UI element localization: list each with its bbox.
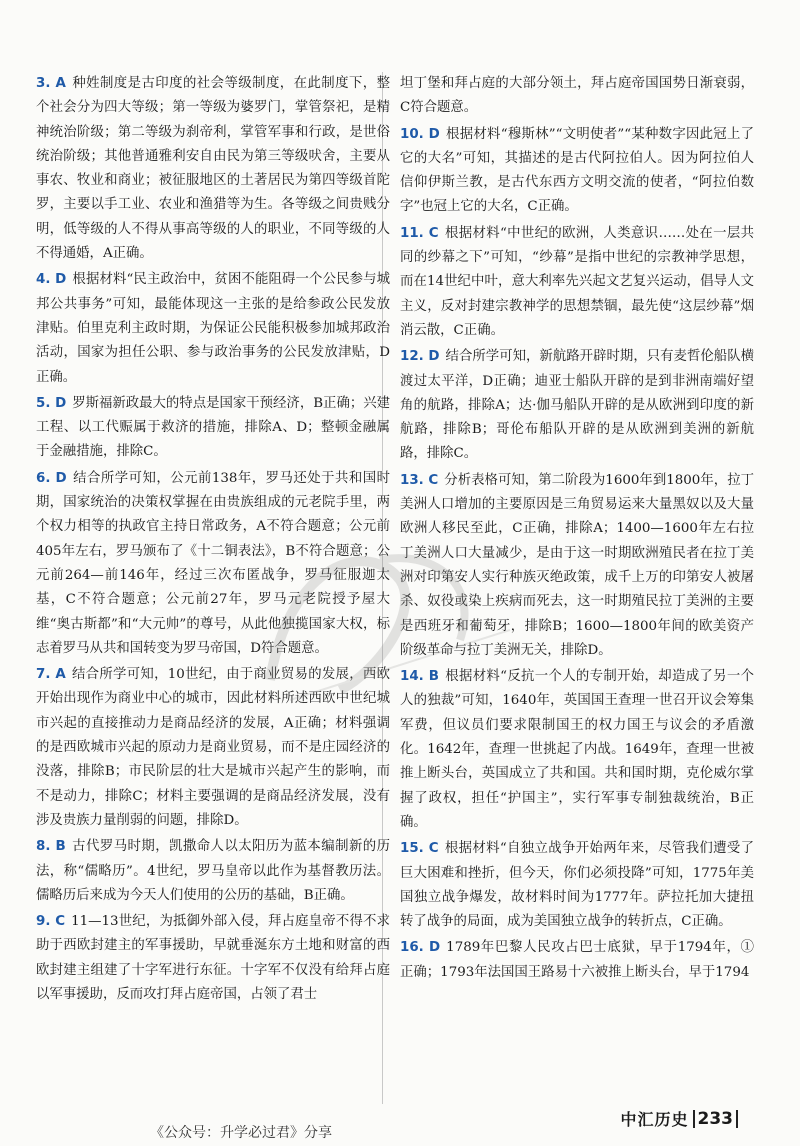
answer-number: 3. A <box>36 76 66 91</box>
answer-entry <box>36 268 390 389</box>
answer-number: 10. D <box>400 126 440 142</box>
continuation-text: 坦丁堡和拜占庭的大部分领土，拜占庭帝国国势日渐衰弱，C符合题意。 <box>400 76 754 116</box>
answer-text: 11—13世纪，为抵御外部入侵，拜占庭皇帝不得不求助于西欧封建主的军事援助，早就垂涎东方土地和财富的西欧封建主组建了十字军进行东征。十字军不仅没有给拜占庭以军事援助，反而攻打拜占庭帝国，占领了君士 <box>36 914 390 1002</box>
page-number: 233 <box>693 1110 739 1128</box>
answer-text: 根据材料“反抗一个人的专制开始，却造成了另一个人的独裁”可知，1640年，英国国王查理一世召开议会筹集军费，但议员们要求限制国王的权力国王与议会的矛盾激化。1642年，查理一世挑起了内战。1649年，查理一世被推上断头台，英国成立了共和国。共和国时期，克伦威尔掌握了政权，担任“护国主”，实行军事专制独裁统治，B正确。 <box>400 669 754 830</box>
answer-number: 13. C <box>400 472 439 488</box>
answer-entry <box>36 663 390 833</box>
answer-entry <box>400 936 754 985</box>
page-footer <box>620 1107 738 1130</box>
answer-number: 7. A <box>36 667 66 683</box>
answer-text: 种姓制度是古印度的社会等级制度，在此制度下，整个社会分为四大等级；第一等级为婆罗门，掌管祭祀，是精神统治阶级；第二等级为刹帝利，掌管军事和行政，是世俗统治阶级；其他普通雅利安自由民为第三等级吠舍，主要从事农、牧业和商业；被征服地区的土著居民为第四等级首陀罗，主要以手工业、农业和渔猎等为生。各等级之间贵贱分明，低等级的人不得从事高等级的人的职业，不同等级的人不得通婚，A正确。 <box>36 76 390 262</box>
answer-entry <box>36 835 390 908</box>
answer-number: 12. D <box>400 349 440 365</box>
answer-entry <box>36 72 390 266</box>
share-note: 《公众号：升学必过君》分享 <box>150 1125 332 1141</box>
answer-number: 16. D <box>400 940 441 956</box>
answer-entry <box>400 345 754 466</box>
answer-text: 古代罗马时期，凯撒命人以太阳历为蓝本编制新的历法，称“儒略历”。4世纪，罗马皇帝以此作为基督教历法。儒略历后来成为今天人们使用的公历的基础，B正确。 <box>36 839 391 903</box>
left-column <box>36 72 390 1009</box>
answer-entry <box>400 469 754 663</box>
answer-text: 根据材料“民主政治中，贫困不能阻碍一个公民参与城邦公共事务”可知，最能体现这一主张的是给参政公民发放津贴。伯里克利主政时期，为保证公民能积极参加城邦政治活动，国家为担任公职、参与政治事务的公民发放津贴，D正确。 <box>36 272 390 385</box>
answer-entry <box>36 467 390 661</box>
answer-number: 8. B <box>36 839 66 855</box>
subject-label: 中汇历史 <box>620 1110 689 1129</box>
answer-text: 分析表格可知，第二阶段为1600年到1800年，拉丁美洲人口增加的主要原因是三角贸易运来大量黑奴以及大量欧洲人移民至此，C正确，排除A；1400—1600年左右拉丁美洲人口大量减少，是由于这一时期欧洲殖民者在拉丁美洲对印第安人实行种族灭绝政策，成千上万的印第安人被屠杀、奴役或染上疾病而死去，这一时期殖民拉丁美洲的主要是西班牙和葡萄牙，排除B；1600—1800年间的欧美资产阶级革命与拉丁美洲无关，排除D。 <box>400 472 755 658</box>
answer-entry <box>400 837 754 934</box>
right-column <box>400 72 754 987</box>
answer-number: 4. D <box>36 272 67 288</box>
answer-text: 根据材料“自独立战争开始两年来，尽管我们遭受了巨大困难和挫折，但今天，你们必须投降”可知，1775年美国独立战争爆发，故材料时间为1777年。萨拉托加大捷扭转了战争的局面，成为美国独立战争的转折点，C正确。 <box>400 841 754 930</box>
answer-text: 1789年巴黎人民攻占巴士底狱，早于1794年，①正确；1793年法国国王路易十六被推上断头台，早于1794 <box>400 940 755 980</box>
answer-text: 结合所学可知，公元前138年，罗马还处于共和国时期，国家统治的决策权掌握在由贵族组成的元老院手里，两个权力相等的执政官主持日常政务，A不符合题意；公元前405年左右，罗马颁布了《十二铜表法》，B不符合题意；公元前264—前146年，经过三次布匿战争，罗马征服迦太基，C不符合题意；公元前27年，罗马元老院授予屋大维“奥古斯都”和“大元帅”的尊号，从此他独揽国家大权，标志着罗马从共和国转变为罗马帝国，D符合题意。 <box>36 470 390 656</box>
answer-text: 结合所学可知，新航路开辟时期，只有麦哲伦船队横渡过太平洋，D正确；迪亚士船队开辟的是到非洲南端好望角的航路，排除A；达·伽马船队开辟的是从欧洲到印度的新航路，排除B；哥伦布船队开辟的是从欧洲到美洲的新航路，排除C。 <box>400 349 755 462</box>
answer-entry <box>36 910 390 1007</box>
answer-entry <box>400 123 754 220</box>
answer-number: 6. D <box>36 470 67 486</box>
answer-number: 14. B <box>400 669 439 685</box>
answer-number: 9. C <box>36 914 66 930</box>
answer-entry <box>400 665 754 835</box>
answer-entry <box>36 392 390 465</box>
answer-text: 根据材料“中世纪的欧洲，人类意识……处在一层共同的纱幕之下”可知，“纱幕”是指中世纪的宗教神学思想，而在14世纪中叶，意大利率先兴起文艺复兴运动，倡导人文主义，反对封建宗教神学的思想禁锢，最先使“这层纱幕”烟消云散，C正确。 <box>400 225 754 338</box>
answer-number: 5. D <box>36 395 67 411</box>
answer-number: 11. C <box>400 225 439 241</box>
answer-text: 罗斯福新政最大的特点是国家干预经济，B正确；兴建工程、以工代赈属于救济的措施，排除A、D；整顿金融属于金融措施，排除C。 <box>36 395 391 460</box>
answer-text: 根据材料“穆斯林”“文明使者”“某种数字因此冠上了它的大名”可知，其描述的是古代阿拉伯人。因为阿拉伯人信仰伊斯兰教，是古代东西方文明交流的使者，“阿拉伯数字”也冠上它的大名，C正确。 <box>400 126 755 215</box>
answer-text: 结合所学可知，10世纪，由于商业贸易的发展，西欧开始出现作为商业中心的城市，因此材料所述西欧中世纪城市兴起的直接推动力是商品经济的发展，A正确；材料强调的是西欧城市兴起的原动力是商业贸易，而不是庄园经济的没落，排除B；市民阶层的壮大是城市兴起产生的影响，而不是动力，排除C；材料主要强调的是商品经济发展，没有涉及贵族力量削弱的问题，排除D。 <box>36 667 390 828</box>
answer-entry <box>400 222 754 343</box>
answer-number: 15. C <box>400 841 439 857</box>
